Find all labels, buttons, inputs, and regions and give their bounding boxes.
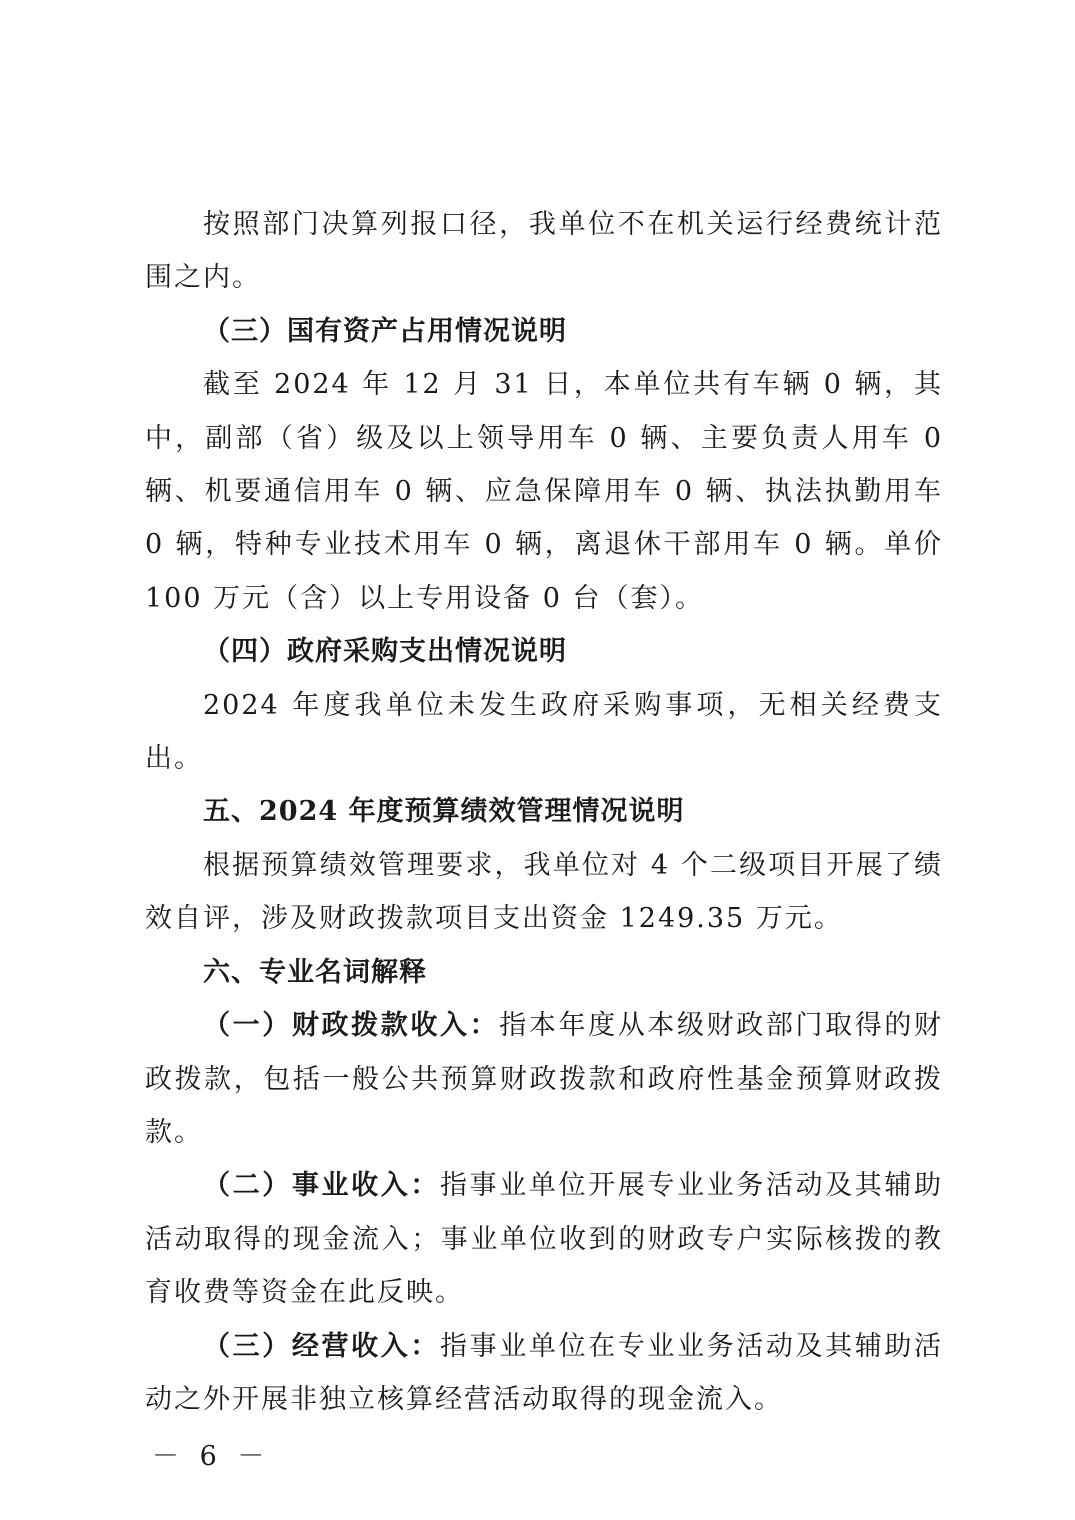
glossary-term: （三）经营收入： [203,1330,440,1362]
glossary-definition: 指事业单位开展专业业务活动及其辅助活动取得的现金流入；事业单位收到的财政专户实际核拨的教育收费等资金在此反映。 [145,1170,943,1309]
heading-glossary: 六、专业名词解释 [203,956,427,988]
glossary-item-business-income [145,1159,943,1319]
paragraph-procurement: 2024 年度我单位未发生政府采购事项，无相关经费支出。 [145,689,943,775]
document-body [145,198,943,1426]
heading-performance: 五、2024 年度预算绩效管理情况说明 [203,796,685,828]
glossary-term: （二）事业收入： [203,1170,440,1202]
heading-state-assets: （三）国有资产占用情况说明 [203,315,567,347]
glossary-item-operating-income [145,1320,943,1427]
glossary-definition: 指本年度从本级财政部门取得的财政拨款，包括一般公共预算财政拨款和政府性基金预算财政拨款。 [145,1010,943,1148]
page-number: － 6 － [152,1441,271,1472]
paragraph-performance: 根据预算绩效管理要求，我单位对 4 个二级项目开展了绩效自评，涉及财政拨款项目支出资金 1249.35 万元。 [145,849,943,935]
glossary-term: （一）财政拨款收入： [203,1010,500,1042]
glossary-item-fiscal-appropriation [145,999,943,1159]
glossary-definition: 指事业单位在专业业务活动及其辅助活动之外开展非独立核算经营活动取得的现金流入。 [145,1330,943,1415]
paragraph-operating-expense: 按照部门决算列报口径，我单位不在机关运行经费统计范围之内。 [145,209,943,294]
heading-procurement: （四）政府采购支出情况说明 [203,636,567,668]
paragraph-state-assets: 截至 2024 年 12 月 31 日，本单位共有车辆 0 辆，其中，副部（省）级及以上领导用车 0 辆、主要负责人用车 0 辆、机要通信用车 0 辆、应急保障用车 0 辆、执法执勤用车 0 辆，特种专业技术用车 0 辆，离退休干部用车 0 辆。单价 100 万元（含）以上专用设备 0 台（套）。 [145,369,943,614]
